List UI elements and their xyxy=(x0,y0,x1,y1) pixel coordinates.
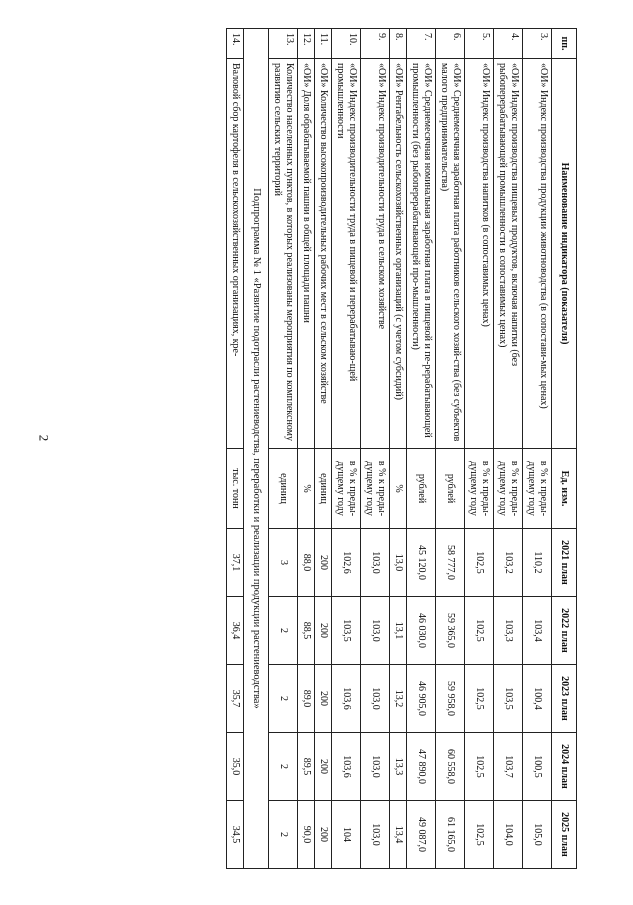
value-cell: 60 558,0 xyxy=(436,733,465,801)
value-cell: 102,5 xyxy=(465,529,494,597)
value-cell: 47 890,0 xyxy=(407,733,436,801)
value-cell: 103,0 xyxy=(361,597,390,665)
unit-cell: в % к преды-дущему году xyxy=(332,449,361,529)
indicators-table xyxy=(226,28,577,869)
value-cell: 103,0 xyxy=(361,801,390,869)
value-cell: 103,5 xyxy=(332,597,361,665)
value-cell: 103,0 xyxy=(361,665,390,733)
value-cell: 58 777,0 xyxy=(436,529,465,597)
indicator-name: Валовой сбор картофеля в сельскохозяйственных организациях, кре- xyxy=(227,59,244,449)
indicator-name: «ОИ» Количество высокопроизводительных рабочих мест в сельском хозяйстве xyxy=(315,59,332,449)
indicator-name: «ОИ» Рентабельность сельскохозяйственных организаций (с учетом субсидий) xyxy=(390,59,407,449)
subprogram-row xyxy=(244,29,269,869)
value-cell: 46 030,0 xyxy=(407,597,436,665)
value-cell: 102,5 xyxy=(465,801,494,869)
value-cell: 36,4 xyxy=(227,597,244,665)
indicator-name: «ОИ» Доля обрабатываемой пашни в общей площади пашни xyxy=(298,59,315,449)
table-row xyxy=(436,29,465,869)
table-row xyxy=(227,29,244,869)
table-row xyxy=(298,29,315,869)
value-cell: 102,5 xyxy=(465,733,494,801)
value-cell: 13,3 xyxy=(390,733,407,801)
value-cell: 2 xyxy=(269,597,298,665)
value-cell: 35,7 xyxy=(227,665,244,733)
value-cell: 59 365,0 xyxy=(436,597,465,665)
value-cell: 13,0 xyxy=(390,529,407,597)
value-cell: 100,5 xyxy=(523,733,552,801)
unit-cell: рублей xyxy=(407,449,436,529)
rotated-table-sheet xyxy=(47,28,577,868)
row-number: 3. xyxy=(523,29,552,59)
header-cell: 2024 план xyxy=(552,733,577,801)
value-cell: 104,0 xyxy=(494,801,523,869)
indicator-name: «ОИ» Среднемесячная заработная плата работников сельского хозяй-ства (без субъектов малого предпринимательства) xyxy=(436,59,465,449)
unit-cell: тыс. тонн xyxy=(227,449,244,529)
value-cell: 49 087,0 xyxy=(407,801,436,869)
table-row xyxy=(332,29,361,869)
unit-cell: в % к преды-дущему году xyxy=(465,449,494,529)
value-cell: 103,7 xyxy=(494,733,523,801)
value-cell: 61 165,0 xyxy=(436,801,465,869)
header-row xyxy=(552,29,577,869)
row-number: 5. xyxy=(465,29,494,59)
value-cell: 2 xyxy=(269,665,298,733)
value-cell: 100,4 xyxy=(523,665,552,733)
value-cell: 104 xyxy=(332,801,361,869)
row-number: 12. xyxy=(298,29,315,59)
value-cell: 13,1 xyxy=(390,597,407,665)
row-number: 6. xyxy=(436,29,465,59)
indicator-name: «ОИ» Индекс производительности труда в пищевой и перерабатываю-щей промышленности xyxy=(332,59,361,449)
value-cell: 102,6 xyxy=(332,529,361,597)
value-cell: 89,5 xyxy=(298,733,315,801)
value-cell: 3 xyxy=(269,529,298,597)
header-cell: 2021 план xyxy=(552,529,577,597)
value-cell: 102,5 xyxy=(465,665,494,733)
indicator-name: «ОИ» Индекс производства продукции животноводства (в сопостави-мых ценах) xyxy=(523,59,552,449)
value-cell: 103,2 xyxy=(494,529,523,597)
value-cell: 103,6 xyxy=(332,665,361,733)
table-row xyxy=(494,29,523,869)
value-cell: 200 xyxy=(315,665,332,733)
value-cell: 103,6 xyxy=(332,733,361,801)
header-cell: Ед. изм. xyxy=(552,449,577,529)
unit-cell: в % к преды-дущему году xyxy=(361,449,390,529)
header-cell: 2022 план xyxy=(552,597,577,665)
value-cell: 200 xyxy=(315,529,332,597)
unit-cell: % xyxy=(390,449,407,529)
value-cell: 13,2 xyxy=(390,665,407,733)
unit-cell: в % к преды-дущему году xyxy=(494,449,523,529)
table-row xyxy=(361,29,390,869)
value-cell: 103,3 xyxy=(494,597,523,665)
value-cell: 13,4 xyxy=(390,801,407,869)
header-cell: пп. xyxy=(552,29,577,59)
indicator-name: Количество населенных пунктов, в которых реализованы мероприятия по комплексному развитию сельских территорий xyxy=(269,59,298,449)
value-cell: 103,5 xyxy=(494,665,523,733)
unit-cell: рублей xyxy=(436,449,465,529)
table-row xyxy=(269,29,298,869)
subprogram-title: Подпрограмма № 1 «Развитие подотрасли растениеводства, переработки и реализации продукции растениеводства» xyxy=(244,29,269,869)
value-cell: 105,0 xyxy=(523,801,552,869)
indicator-name: «ОИ» Индекс производства пищевых продуктов, включая напитки (без рыбоперерабатывающей промышленности в сопоставимых ценах) xyxy=(494,59,523,449)
indicator-name: «ОИ» Среднемесячная номинальная заработная плата в пищевой и пе-рерабатывающей промышленности (без рыбоперерабатывающей про-мышленности) xyxy=(407,59,436,449)
unit-cell: % xyxy=(298,449,315,529)
value-cell: 45 120,0 xyxy=(407,529,436,597)
value-cell: 102,5 xyxy=(465,597,494,665)
row-number: 11. xyxy=(315,29,332,59)
table-row xyxy=(523,29,552,869)
table-row xyxy=(390,29,407,869)
value-cell: 110,2 xyxy=(523,529,552,597)
value-cell: 2 xyxy=(269,801,298,869)
row-number: 4. xyxy=(494,29,523,59)
unit-cell: единиц xyxy=(269,449,298,529)
value-cell: 88,0 xyxy=(298,529,315,597)
row-number: 7. xyxy=(407,29,436,59)
row-number: 10. xyxy=(332,29,361,59)
row-number: 13. xyxy=(269,29,298,59)
value-cell: 37,1 xyxy=(227,529,244,597)
row-number: 8. xyxy=(390,29,407,59)
value-cell: 103,4 xyxy=(523,597,552,665)
table-row xyxy=(315,29,332,869)
row-number: 14. xyxy=(227,29,244,59)
row-number: 9. xyxy=(361,29,390,59)
value-cell: 89,0 xyxy=(298,665,315,733)
table-row xyxy=(407,29,436,869)
value-cell: 200 xyxy=(315,801,332,869)
header-cell: Наименование индикатора (показателя) xyxy=(552,59,577,449)
value-cell: 46 905,0 xyxy=(407,665,436,733)
indicator-name: «ОИ» Индекс производительности труда в сельском хозяйстве xyxy=(361,59,390,449)
unit-cell: единиц xyxy=(315,449,332,529)
value-cell: 103,0 xyxy=(361,733,390,801)
value-cell: 34,5 xyxy=(227,801,244,869)
table-body xyxy=(227,29,552,869)
header-cell: 2023 план xyxy=(552,665,577,733)
page-number: 2 xyxy=(36,434,52,442)
table-row xyxy=(465,29,494,869)
value-cell: 88,5 xyxy=(298,597,315,665)
value-cell: 103,0 xyxy=(361,529,390,597)
value-cell: 200 xyxy=(315,597,332,665)
value-cell: 90,0 xyxy=(298,801,315,869)
value-cell: 200 xyxy=(315,733,332,801)
unit-cell: в % к преды-дущему году xyxy=(523,449,552,529)
indicator-name: «ОИ» Индекс производства напитков (в сопоставимых ценах) xyxy=(465,59,494,449)
value-cell: 2 xyxy=(269,733,298,801)
value-cell: 59 958,0 xyxy=(436,665,465,733)
value-cell: 35,0 xyxy=(227,733,244,801)
header-cell: 2025 план xyxy=(552,801,577,869)
